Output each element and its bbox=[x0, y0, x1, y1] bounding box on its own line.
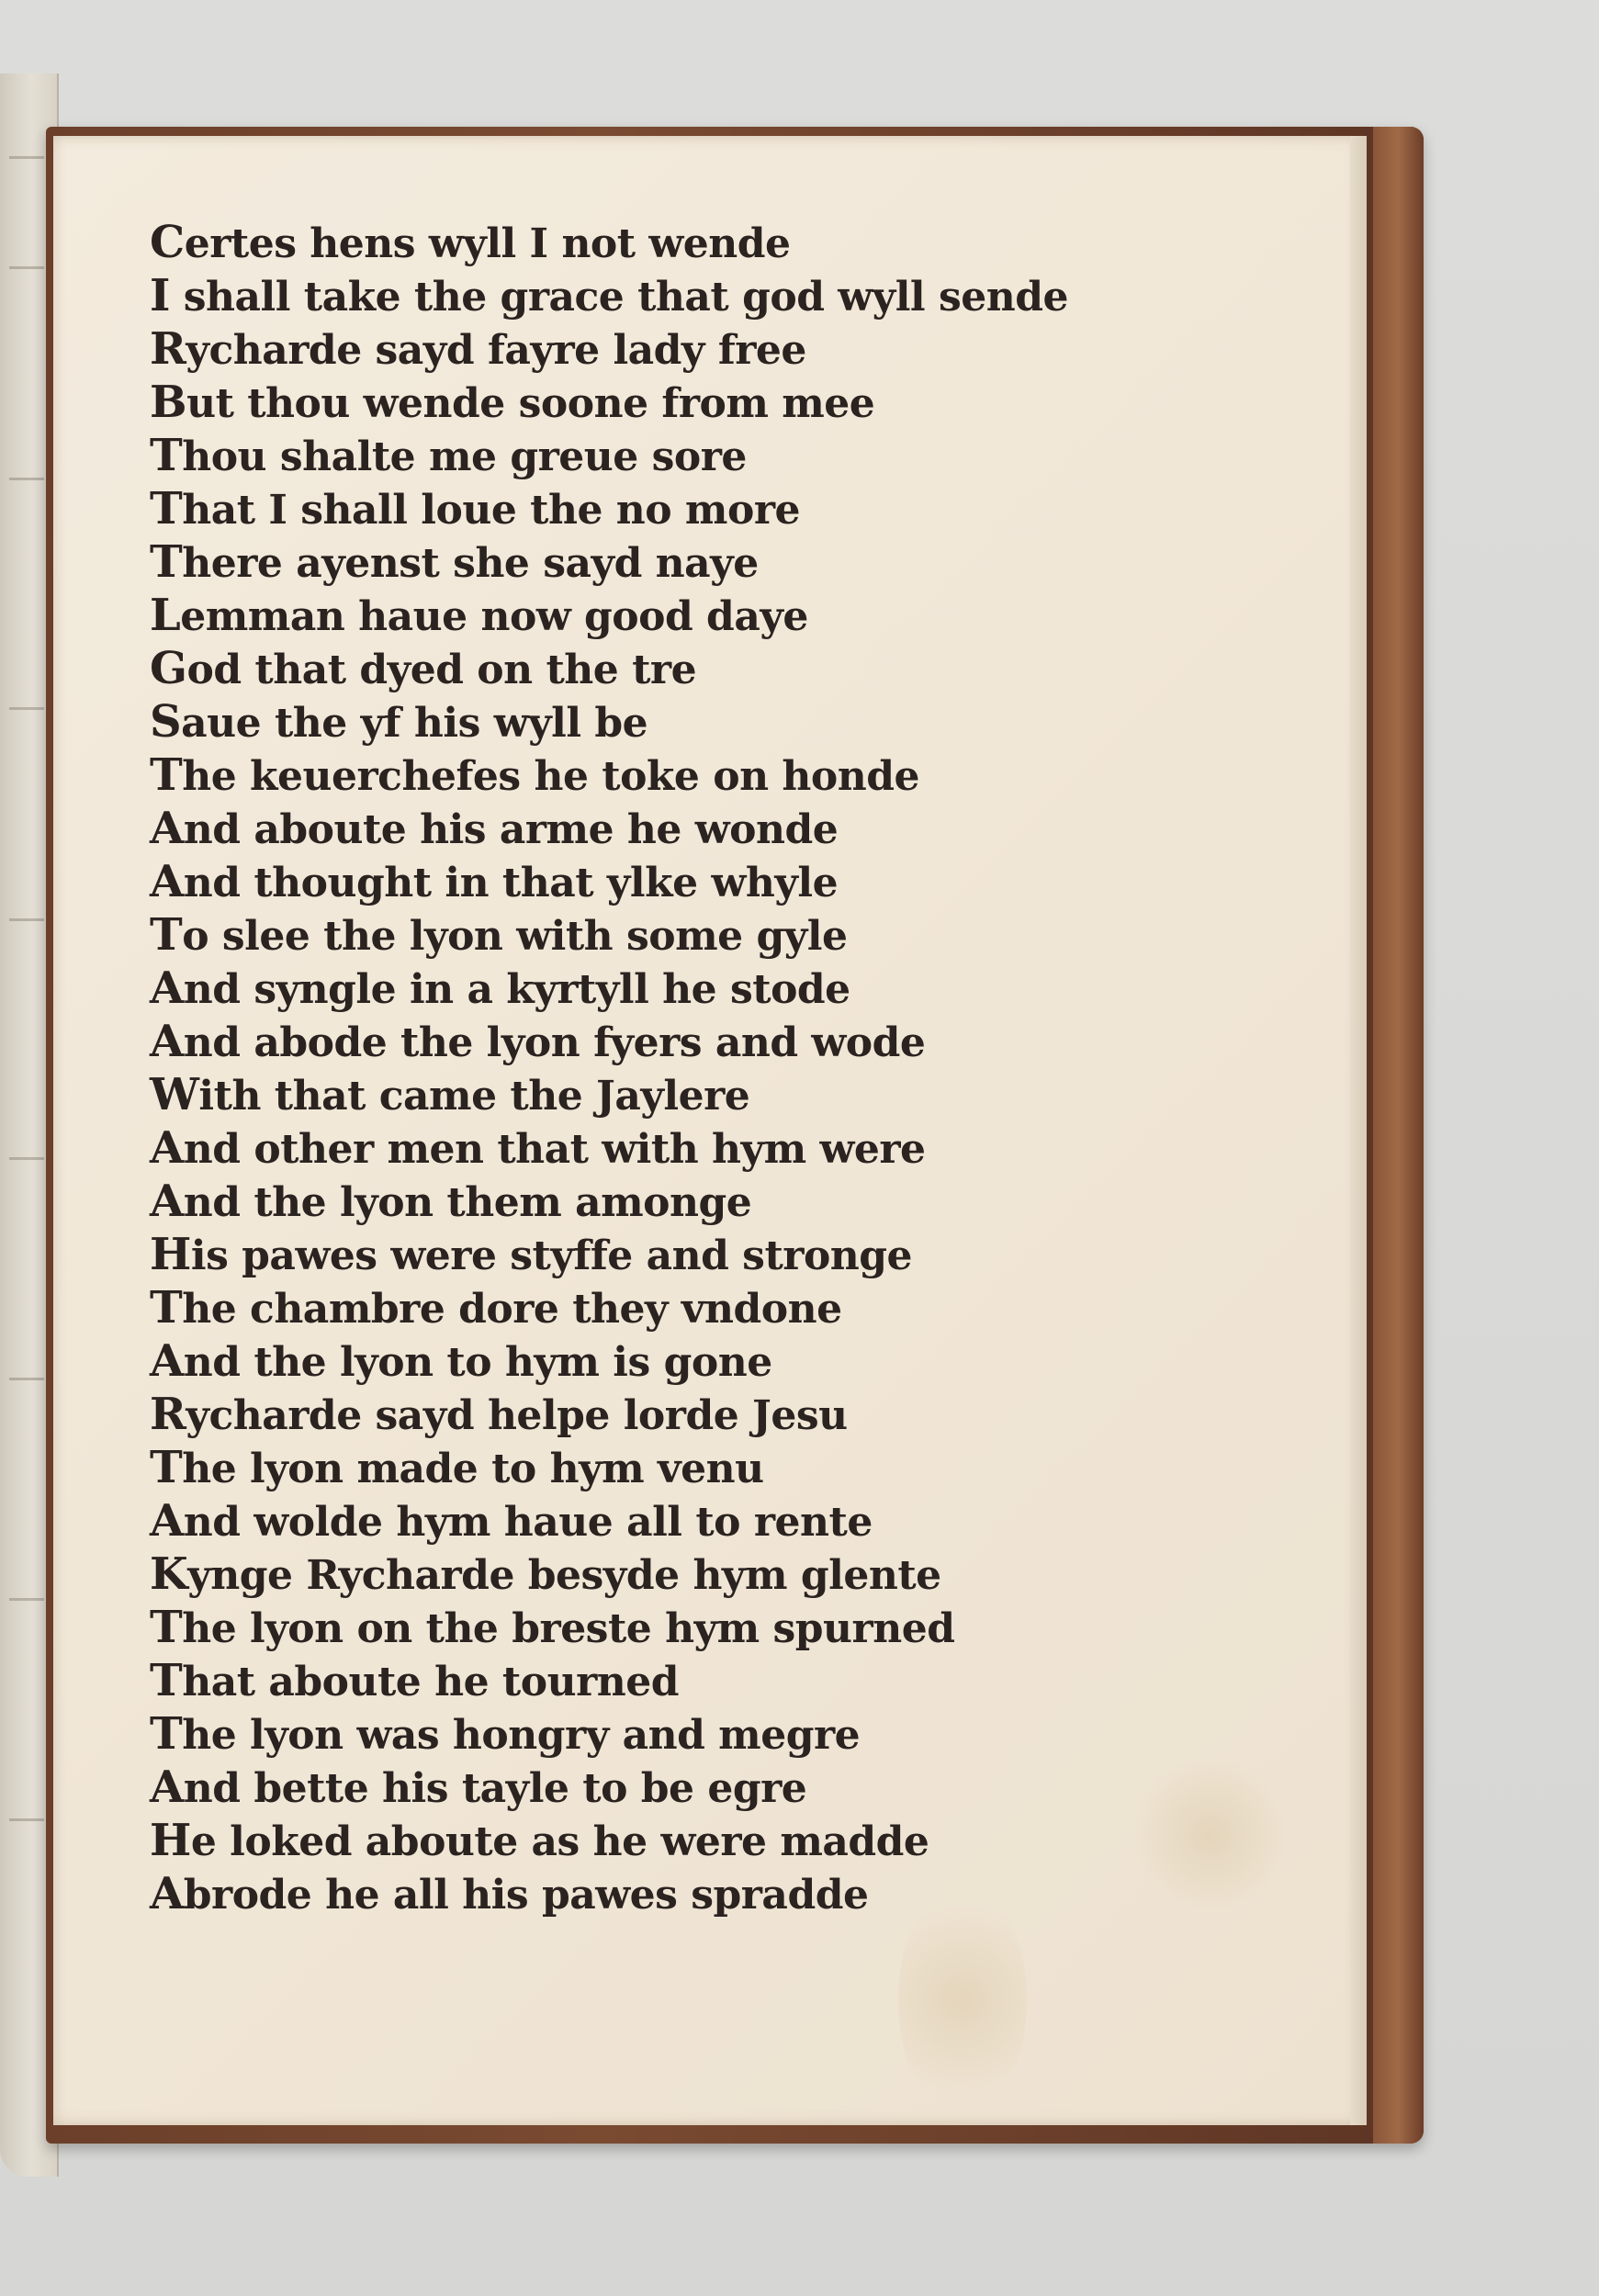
verse-line: The lyon made to hym venu bbox=[150, 1442, 764, 1493]
page-fore-edge bbox=[1350, 136, 1367, 2125]
verse-line: And other men that with hym were bbox=[150, 1122, 926, 1174]
verse-line: The lyon was hongry and megre bbox=[150, 1708, 861, 1760]
verse-line: And wolde hym haue all to rente bbox=[150, 1495, 873, 1547]
verse-line: His pawes were styffe and stronge bbox=[150, 1229, 913, 1280]
verse-line: That aboute he tourned bbox=[150, 1655, 680, 1706]
verse-text-block bbox=[150, 217, 1068, 1921]
verse-line: Rycharde sayd helpe lorde Jesu bbox=[150, 1389, 848, 1440]
verse-line: And the lyon to hym is gone bbox=[150, 1335, 772, 1387]
verse-line: And bette his tayle to be egre bbox=[150, 1761, 807, 1813]
verse-line: And abode the lyon fyers and wode bbox=[150, 1016, 926, 1067]
verse-line: Certes hens wyll I not wende bbox=[150, 217, 791, 268]
verse-line: Lemman haue now good daye bbox=[150, 590, 808, 641]
book-page bbox=[53, 136, 1367, 2125]
verse-line: Abrode he all his pawes spradde bbox=[150, 1868, 869, 1919]
verse-line: Kynge Rycharde besyde hym glente bbox=[150, 1548, 941, 1600]
verse-line: To slee the lyon with some gyle bbox=[150, 909, 848, 961]
verse-line: But thou wende soone from mee bbox=[150, 377, 875, 428]
verse-line: Thou shalte me greue sore bbox=[150, 430, 747, 481]
verse-line: And the lyon them amonge bbox=[150, 1176, 752, 1227]
verse-line: I shall take the grace that god wyll sende bbox=[150, 270, 1068, 321]
verse-line: And thought in that ylke whyle bbox=[150, 856, 839, 907]
verse-line: There ayenst she sayd naye bbox=[150, 536, 759, 588]
verse-line: The keuerchefes he toke on honde bbox=[150, 749, 919, 801]
verse-line: That I shall loue the no more bbox=[150, 483, 801, 535]
verse-line: God that dyed on the tre bbox=[150, 643, 697, 694]
verse-line: And aboute his arme he wonde bbox=[150, 803, 839, 854]
verse-line: With that came the Jaylere bbox=[150, 1069, 750, 1120]
foxing-stain bbox=[1137, 1752, 1284, 1918]
verse-line: Saue the yf his wyll be bbox=[150, 696, 648, 748]
verse-line: The lyon on the breste hym spurned bbox=[150, 1602, 955, 1653]
verse-line: Rycharde sayd fayre lady free bbox=[150, 323, 806, 375]
verse-line: The chambre dore they vndone bbox=[150, 1282, 842, 1334]
binding-edge bbox=[1373, 127, 1424, 2144]
verse-line: And syngle in a kyrtyll he stode bbox=[150, 962, 850, 1014]
verse-line: He loked aboute as he were madde bbox=[150, 1815, 929, 1866]
